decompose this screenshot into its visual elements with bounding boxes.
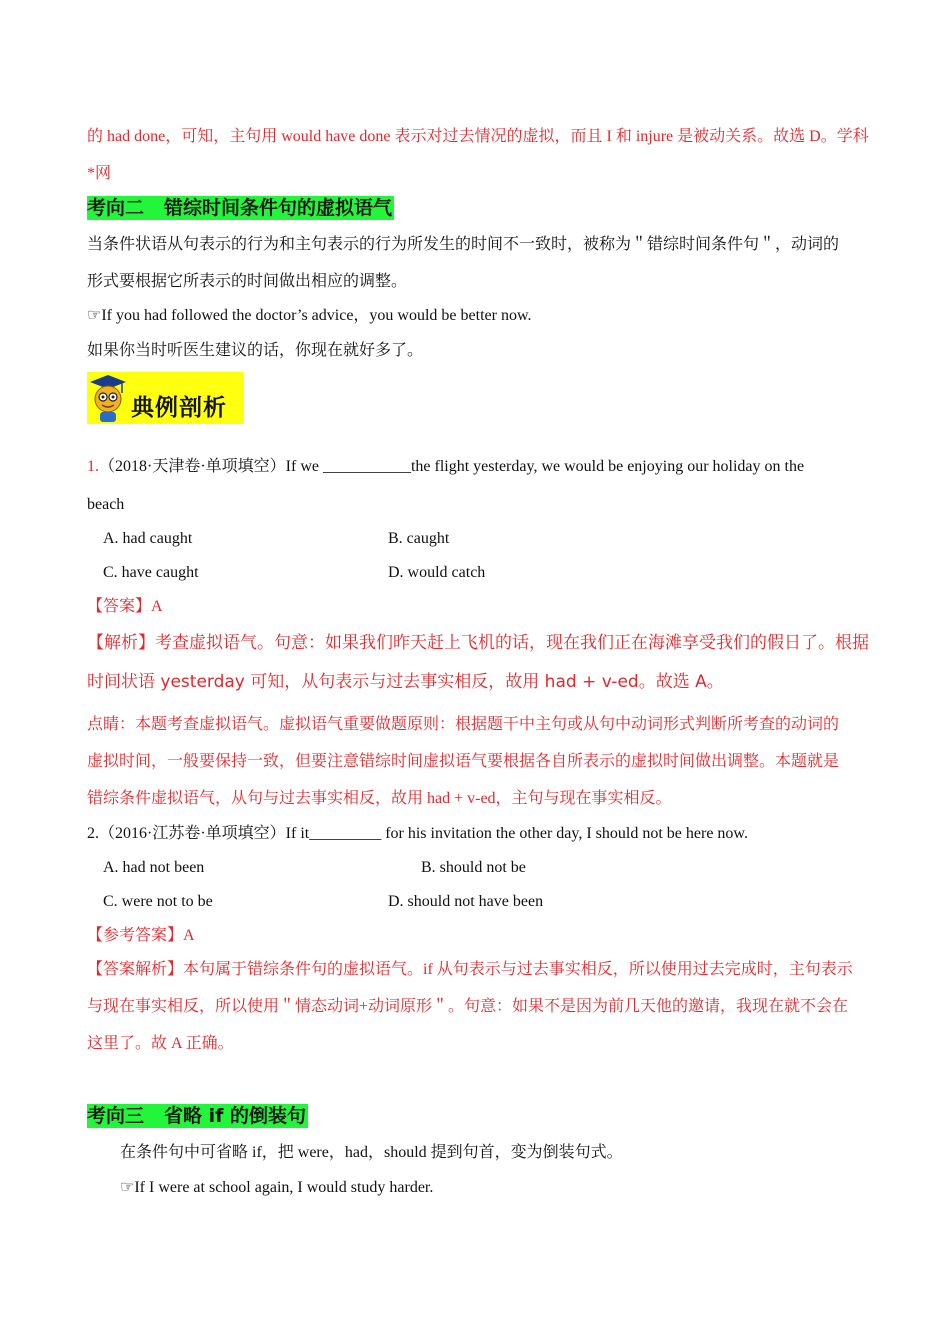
banner-title: 典例剖析 <box>131 393 227 421</box>
q1-note-1: 点睛：本题考查虚拟语气。虚拟语气重要做题原则：根据题干中主句或从句中动词形式判断所考查的动词的 <box>87 716 840 733</box>
scholar-icon <box>87 372 129 424</box>
q2-option-b: B. should not be <box>421 859 526 876</box>
q2-option-d: D. should not have been <box>388 893 544 910</box>
q2-analysis-3: 这里了。故 A 正确。 <box>87 1035 234 1052</box>
q1-answer: 【答案】A <box>87 598 163 615</box>
section-heading-2 <box>87 196 394 220</box>
q1-stem-1 <box>87 457 804 477</box>
section3-example-en: ☞If I were at school again, I would study harder. <box>120 1179 434 1196</box>
q1-option-d: D. would catch <box>388 564 486 581</box>
q1-number: 1. <box>87 458 99 475</box>
q1-analysis-1: 【解析】考查虚拟语气。句意：如果我们昨天赶上飞机的话，现在我们正在海滩享受我们的假日了。根据 <box>87 633 869 653</box>
q1-option-a: A. had caught <box>103 530 193 547</box>
q2-option-c: C. were not to be <box>103 893 213 910</box>
section-number: 考向三 <box>87 1105 145 1127</box>
section2-desc-1: 当条件状语从句表示的行为和主句表示的行为所发生的时间不一致时，被称为＂错综时间条件句＂，动词的 <box>87 236 840 253</box>
q1-option-c: C. have caught <box>103 564 199 581</box>
q2-analysis-2: 与现在事实相反，所以使用＂情态动词+动词原形＂。句意：如果不是因为前几天他的邀请，我现在就不会在 <box>87 998 849 1015</box>
q2-answer: 【参考答案】A <box>87 927 195 944</box>
section-title: 省略 if 的倒装句 <box>164 1105 307 1127</box>
example-banner <box>87 372 244 424</box>
q1-stem-2: beach <box>87 496 125 513</box>
section2-example-en: ☞If you had followed the doctor’s advice，you would be better now. <box>87 307 532 324</box>
section-number: 考向二 <box>87 197 145 219</box>
intro-line-1: 的 had done，可知，主句用 would have done 表示对过去情况的虚拟，而且 I 和 injure 是被动关系。故选 D。学科 <box>87 128 869 145</box>
section2-example-cn: 如果你当时听医生建议的话，你现在就好多了。 <box>87 342 424 359</box>
q2-stem: 2.（2016·江苏卷·单项填空）If it_________ for his invitation the other day, I should not be here now. <box>87 825 748 842</box>
intro-line-2: *网 <box>87 165 112 182</box>
q1-note-2: 虚拟时间，一般要保持一致，但要注意错综时间虚拟语气要根据各自所表示的虚拟时间做出调整。本题就是 <box>87 753 840 770</box>
q1-note-3: 错综条件虚拟语气，从句与过去事实相反，故用 had + v-ed，主句与现在事实相反。 <box>87 790 672 807</box>
q2-option-a: A. had not been <box>103 859 205 876</box>
q1-analysis-2: 时间状语 yesterday 可知，从句表示与过去事实相反，故用 had + v-ed。故选 A。 <box>87 672 724 692</box>
section-heading-3 <box>87 1104 308 1128</box>
section-title: 错综时间条件句的虚拟语气 <box>164 197 393 219</box>
q2-analysis-1: 【答案解析】本句属于错综条件句的虚拟语气。if 从句表示与过去事实相反，所以使用过去完成时，主句表示 <box>87 961 853 978</box>
q1-stem-text: （2018·天津卷·单项填空）If we ___________the flight yesterday, we would be enjoying our holiday on the <box>99 458 805 475</box>
section3-desc: 在条件句中可省略 if，把 were，had，should 提到句首，变为倒装句式。 <box>120 1144 623 1161</box>
section2-desc-2: 形式要根据它所表示的时间做出相应的调整。 <box>87 273 408 290</box>
q1-option-b: B. caught <box>388 530 450 547</box>
